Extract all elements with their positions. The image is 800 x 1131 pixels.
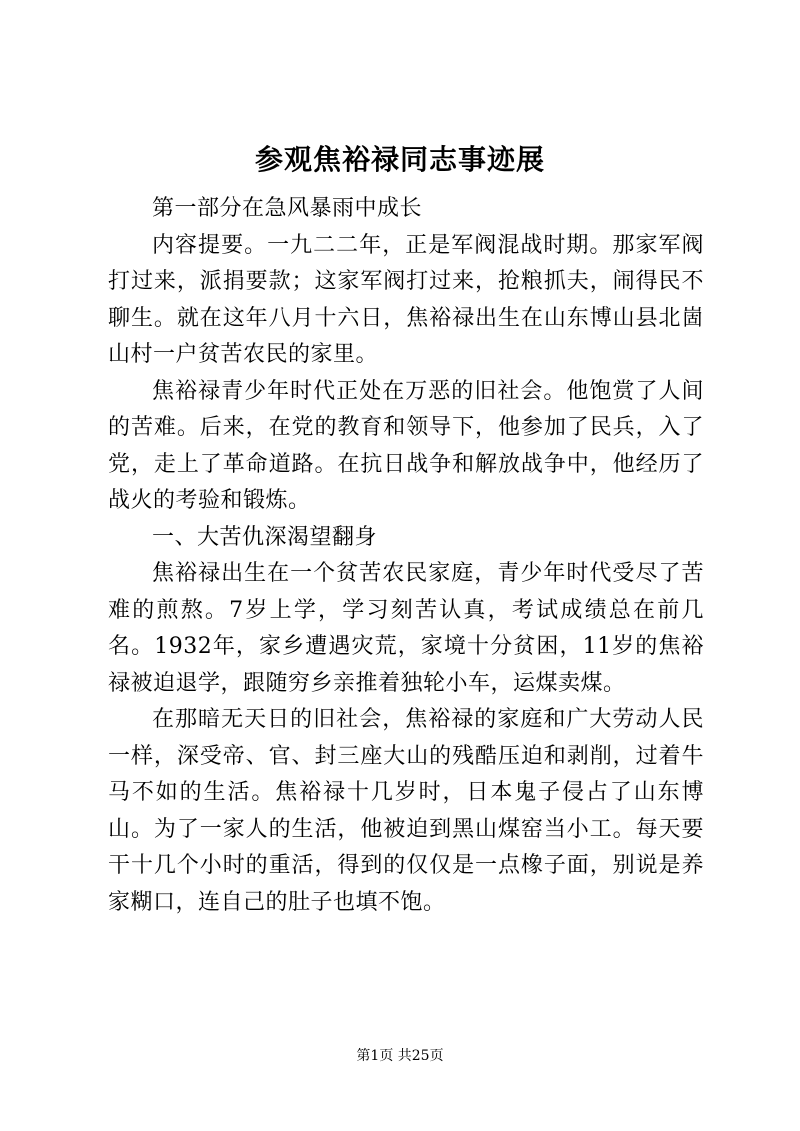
subsection-heading: 一、大苦仇深渴望翻身 (152, 524, 378, 550)
page-footer: 第1页 共25页 (356, 1048, 444, 1064)
section-heading: 第一部分在急风暴雨中成长 (152, 196, 423, 221)
paragraph: 焦裕禄出生在一个贫苦农民家庭，青少年时代受尽了苦难的煎熬。7岁上学，学习刻苦认真，考试成绩总在前几名。1932年，家乡遭遇灾荒，家境十分贫困，11岁的焦裕禄被迫退学，跟随穷乡亲推着独轮小车，运煤卖煤。 (108, 561, 704, 696)
paragraph: 焦裕禄青少年时代正处在万恶的旧社会。他饱赏了人间的苦难。后来，在党的教育和领导下，他参加了民兵，入了党，走上了革命道路。在抗日战争和解放战争中，他经历了战火的考验和锻炼。 (108, 378, 704, 513)
page-title: 参观焦裕禄同志事迹展 (254, 143, 545, 176)
paragraph: 内容提要。一九二二年，正是军阀混战时期。那家军阀打过来，派捐要款；这家军阀打过来，抢粮抓夫，闹得民不聊生。就在这年八月十六日，焦裕禄出生在山东博山县北崮山村一户贫苦农民的家里。 (108, 232, 704, 367)
document-body (108, 191, 704, 921)
paragraph: 在那暗无天日的旧社会，焦裕禄的家庭和广大劳动人民一样，深受帝、官、封三座大山的残酷压迫和剥削，过着牛马不如的生活。焦裕禄十几岁时，日本鬼子侵占了山东博山。为了一家人的生活，他被迫到黑山煤窑当小工。每天要干十几个小时的重活，得到的仅仅是一点橡子面，别说是养家糊口，连自己的肚子也填不饱。 (108, 707, 704, 915)
